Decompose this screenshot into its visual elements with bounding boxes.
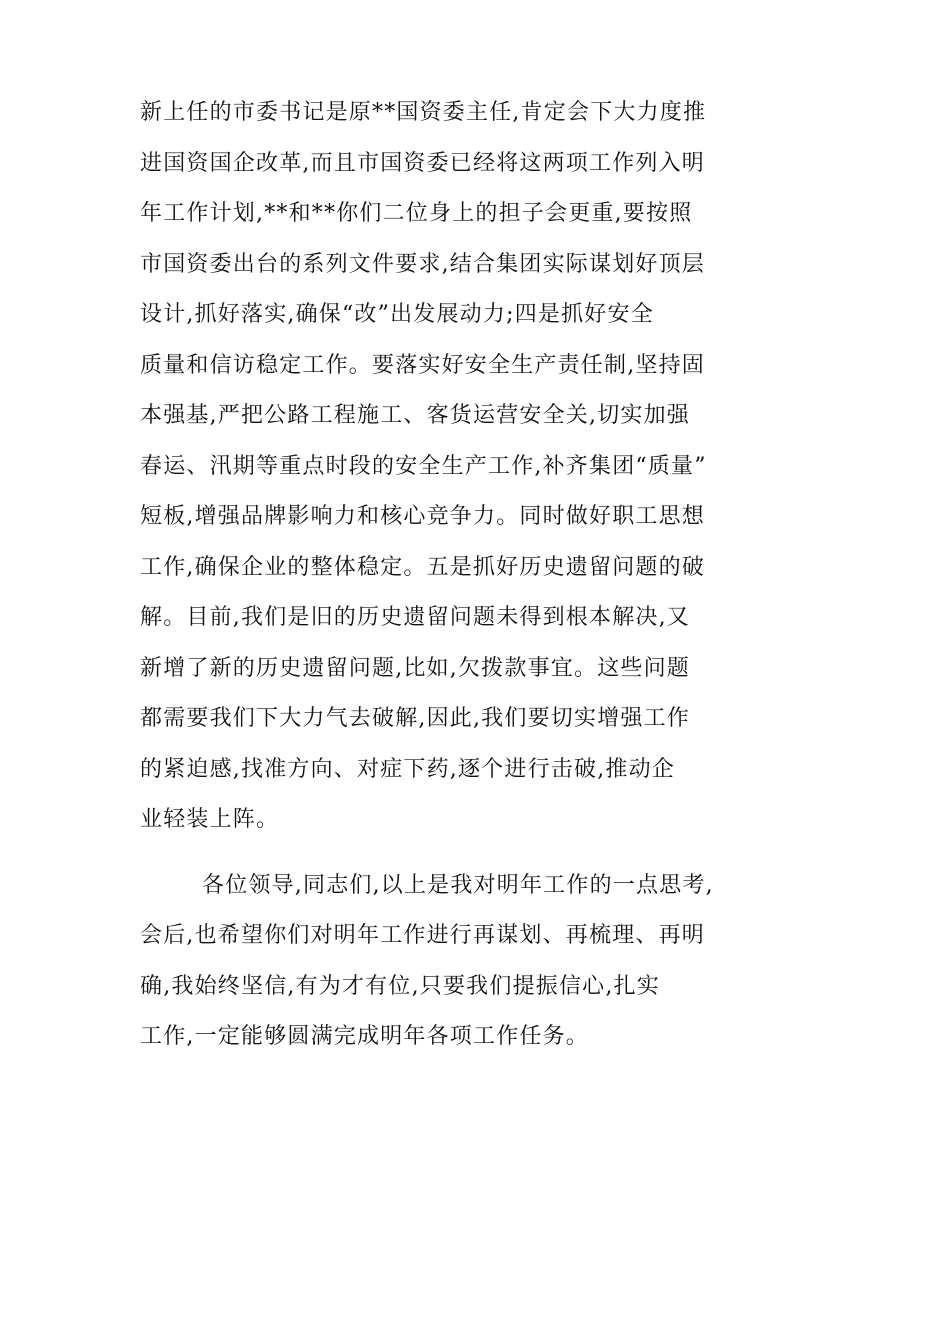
- paragraph-line: 新增了新的历史遗留问题,比如,欠拨款事宜。这些问题: [140, 655, 690, 681]
- paragraph-line: 进国资国企改革,而且市国资委已经将这两项工作列入明: [140, 150, 705, 176]
- closing-paragraph-line: 确,我始终坚信,有为才有位,只要我们提振信心,扎实: [140, 973, 660, 999]
- paragraph-line: 短板,增强品牌影响力和核心竞争力。同时做好职工思想: [140, 504, 705, 529]
- paragraph-line: 新上任的市委书记是原**国资委主任,肯定会下大力度推: [140, 100, 707, 125]
- paragraph-line: 工作,确保企业的整体稳定。五是抓好历史遗留问题的破: [140, 554, 705, 580]
- document-body: [140, 88, 780, 1063]
- paragraph-line: 的紧迫感,找准方向、对症下药,逐个进行击破,推动企: [140, 756, 675, 782]
- paragraph-line: 年工作计划,**和**你们二位身上的担子会更重,要按照: [140, 201, 693, 226]
- paragraph-line: 都需要我们下大力气去破解,因此,我们要切实增强工作: [140, 706, 690, 731]
- paragraph-line: 设计,抓好落实,确保“改”出发展动力;四是抓好安全: [140, 302, 654, 327]
- paragraph-line: 市国资委出台的系列文件要求,结合集团实际谋划好顶层: [140, 251, 705, 277]
- paragraph-line: 业轻装上阵。: [140, 807, 280, 832]
- paragraph-line: 本强基,严把公路工程施工、客货运营安全关,切实加强: [140, 403, 690, 428]
- closing-paragraph-line: 各位领导,同志们,以上是我对明年工作的一点思考,: [202, 872, 714, 898]
- paragraph-gap: [140, 846, 780, 861]
- closing-paragraph-line: 会后,也希望你们对明年工作进行再谋划、再梳理、再明: [140, 923, 705, 948]
- paragraph-line: 质量和信访稳定工作。要落实好安全生产责任制,坚持固: [140, 352, 705, 378]
- paragraph-line: 春运、汛期等重点时段的安全生产工作,补齐集团“质量”: [140, 453, 707, 479]
- closing-paragraph-line: 工作,一定能够圆满完成明年各项工作任务。: [140, 1024, 589, 1049]
- paragraph-line: 解。目前,我们是旧的历史遗留问题未得到根本解决,又: [140, 605, 690, 630]
